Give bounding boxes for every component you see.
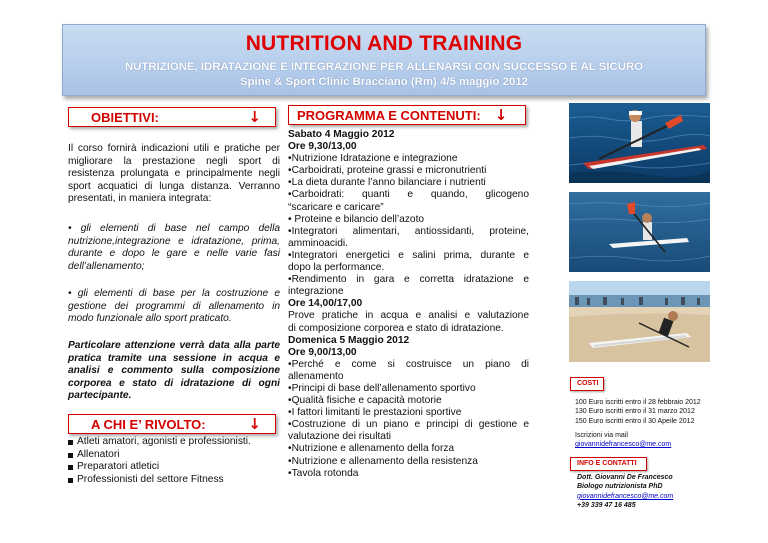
programma-line: •Carboidrati, proteine grassi e micronutrienti [288, 165, 487, 177]
contact-email-link[interactable]: giovannidefrancesco@me.com [577, 492, 674, 500]
programma-session-heading: Ore 9,30/13,00 [288, 141, 357, 153]
target-list [68, 436, 283, 486]
list-item: Atleti amatori, agonisti e professionisti. [68, 436, 283, 449]
contact-phone: +39 339 47 16 485 [577, 502, 636, 510]
programma-line: •Integratori alimentari, antiossidanti, proteine, [288, 225, 529, 237]
obiettivi-practical-note: Particolare attenzione verrà data alla parte pratica tramite una sessione in acqua e analisi e commento sulla composizione corporea e stato di idratazione di ogni partecipante. [68, 340, 280, 402]
costi-line: 130 Euro iscritti entro il 31 marzo 2012 [575, 408, 695, 416]
programma-line: •Principi di base dell’allenamento sportivo [288, 382, 476, 394]
kayak-sprint-photo [569, 103, 710, 183]
obiettivi-item-training: • gli elementi di base per la costruzione e gestione dei programmi di allenamento in modo funzionale allo sport praticato. [68, 288, 280, 325]
programma-line: •Nutrizione e allenamento della forza [288, 443, 455, 455]
obiettivi-item-nutrition: • gli elementi di base nel campo della nutrizione,integrazione e idratazione, prima, durante e dopo le gare e nelle varie fasi dell’allenamento; [68, 223, 280, 272]
costi-list [575, 398, 701, 426]
programma-heading-label: PROGRAMMA E CONTENUTI: [297, 107, 481, 123]
arrow-down-icon: ↓ [248, 108, 261, 126]
costi-line: 150 Euro iscritti entro il 30 Apeile 2012 [575, 417, 695, 425]
programma-line: • Proteine e bilancio dell’azoto [288, 213, 425, 225]
programma-line: “scaricare e caricare” [288, 201, 384, 213]
programma-line: •Nutrizione Idratazione e integrazione [288, 153, 458, 165]
programma-line: •Nutrizione e allenamento della resistenza [288, 455, 478, 467]
programma-line: dopo la performance. [288, 262, 385, 274]
list-item: Professionisti del settore Fitness [68, 474, 283, 487]
info-contacts [577, 473, 673, 511]
programma-line: •Perché e come si costruisce un piano di [288, 358, 529, 370]
target-heading [68, 414, 276, 434]
programma-session-heading: Ore 9,00/13,00 [288, 346, 357, 358]
contact-role: Biologo nutrizionista PhD [577, 483, 663, 491]
obiettivi-intro: Il corso fornirà indicazioni utili e pratiche per migliorare la prestazione negli sport di resistenza prolungata e principalmente negli sport acquatici di lunga distanza. Verranno presentati, in maniera integrata: [68, 143, 280, 205]
programma-line: •Tavola rotonda [288, 467, 359, 479]
target-heading-label: A CHI E’ RIVOLTO: [91, 416, 206, 432]
registration-info [575, 431, 671, 450]
header-banner [62, 24, 706, 96]
header-subtitle: NUTRIZIONE, IDRATAZIONE E INTEGRAZIONE PER ALLENARSI CON SUCCESSO E AL SICURO [124, 61, 644, 73]
registration-label: Iscrizioni via mail [575, 432, 628, 439]
arrow-down-icon: ↓ [494, 106, 508, 124]
programma-line: integrazione [288, 286, 344, 298]
obiettivi-heading-label: OBIETTIVI: [91, 109, 159, 125]
costi-heading: COSTI [570, 377, 604, 391]
programma-line: Prove pratiche in acqua e analisi e valutazione [288, 310, 529, 322]
page-title: NUTRITION AND TRAINING [245, 32, 523, 55]
list-item: Allenatori [68, 449, 283, 462]
programma-session-heading: Ore 14,00/17,00 [288, 298, 363, 310]
programma-line: •I fattori limitanti le prestazioni sportive [288, 407, 462, 419]
programma-line: •Costruzione di un piano e principi di gestione e [288, 419, 529, 431]
programma-line: valutazione dei risultati [288, 431, 392, 443]
programma-content [288, 129, 529, 480]
programma-line: •La dieta durante l’anno bilanciare i nutrienti [288, 177, 486, 189]
programma-line: •Carboidrati: quanti e quando, glicogeno [288, 189, 529, 201]
obiettivi-heading [68, 107, 276, 127]
programma-line: di composizione corporea e stato di idratazione. [288, 322, 504, 334]
programma-line: •Integratori energetici e salini prima, durante e [288, 249, 529, 261]
contact-name: Dott. Giovanni De Francesco [577, 474, 673, 481]
kayak-distance-photo [569, 192, 710, 272]
costi-line: 100 Euro iscritti entro il 28 febbraio 2012 [575, 399, 701, 406]
programma-line: •Qualità fisiche e capacità motorie [288, 395, 442, 407]
programma-session-heading: Domenica 5 Maggio 2012 [288, 334, 410, 346]
info-heading: INFO E CONTATTI [570, 457, 647, 471]
programma-line: •Rendimento in gara e corretta idratazione e [288, 274, 529, 286]
arrow-down-icon: ↓ [248, 415, 261, 433]
beach-surfski-photo [569, 281, 710, 362]
header-venue-date: Spine & Sport Clinic Bracciano (Rm) 4/5 maggio 2012 [239, 76, 528, 88]
programma-line: amminoacidi. [288, 237, 349, 249]
registration-email-link[interactable]: giovannidefrancesco@me.com [575, 441, 672, 449]
list-item: Preparatori atletici [68, 461, 283, 474]
programma-heading [288, 105, 526, 125]
programma-session-heading: Sabato 4 Maggio 2012 [288, 129, 395, 140]
programma-line: allenamento [288, 370, 344, 382]
